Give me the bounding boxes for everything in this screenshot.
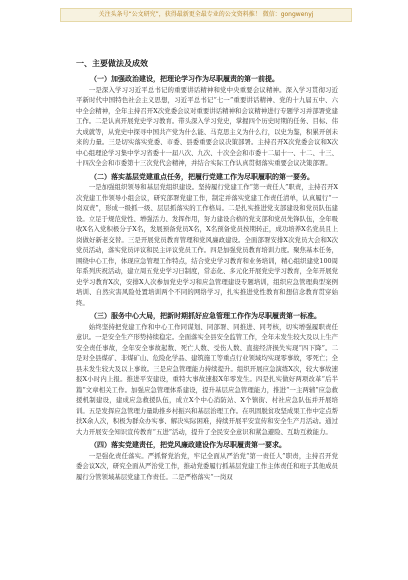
promo-banner[interactable]: [60, 8, 352, 22]
section-title: 一、主要做法及成效: [76, 58, 148, 68]
subsection-paragraph: 一是深入学习习近平总书记的重要讲话精神和党中央重要会议精神。深入学习贯彻习近平新时代中国特色社会主义思想，习近平总书记“七一”重要讲话精神、党的十九届五中、六中全会精神，全年主持召开X次党委会议对重要讲话精神和会议精神进行专题学习并部署党建工作。二是认真开展党史学习教育。带头深入学习党史，掌握四个历史时期的任务、目标、伟大成就等，从党史中探寻中国共产党为什么能、马克思主义为什么行，以史为鉴，积累开创未来的力量。三是切实落实党委、市委、县委重要会议决策部署。主持召开X次党委会议和X次中心组理论学习集中学习省委十一届八次、九次、十次全会和市委十二届十一、十二、十三、十四次全会和市委第十三次党代会精神，并结合实际工作认真贯彻落实重要会议决策部署。: [76, 85, 338, 167]
document-body: [76, 58, 338, 485]
subsection-heading: （四）落实党建责任，把党风廉政建设作为尽职履责第一要求。: [90, 440, 286, 449]
subsection-heading: （一）加强政治建设，把理论学习作为尽职履责的第一前提。: [90, 74, 279, 83]
subsection-paragraph: 始终坚持把党建工作和中心工作同谋划、同部署、同推进、同考核，切实增强履职责任意识。一是安全生产形势持续稳定。全面落实全县安全监管工作，全年未发生较大及以上生产安全责任事故，全年安全事故起数、死亡人数、受伤人数、直接经济损失实现“四下降”。二是对全县煤矿、非煤矿山、危险化学品、建筑施工等重点行业领域均实现零事故，零死亡；全县未发生较大及以上事故。三是应急管理能力持续提升。组织开展应急演练X次，较大事故速报X小时内上报。推进平安建设，重特大事故速报X年零发生。四是扎实做好两项改革“后半篇”文章相关工作。加强应急管理体系建设，提升基层应急管理能力，推进“一主两辅”应急救援机制建设，建成应急救援队伍，成立X个中心消防站、X个镇街、村社应急队伍并开展培训。五是发挥应急管理力量助推乡村振兴和基层治理工作。在巩固脱贫攻坚成果工作中定点帮扶X余人次，积极为群众办实事、解决实际困难，持续开展平安宣传和安全生产月活动。通过大力开展安全知识宣传教育“五进”活动，提升了全民安全意识和紧急避险、互助互救能力。: [76, 322, 338, 436]
subsection-1: [76, 74, 338, 169]
subsection-paragraph: 一是加强组织领导和基层党组织建设。坚持履行党建工作“第一责任人”职责，主持召开X次党建工作领导小组会议，研究部署党建工作，制定并落实党建工作责任清单，认真履行“一岗双责”，形成一级抓一级、层层抓落实的工作格局。二是扎实推进党支部建设和党员队伍建设。立足于规范党性、增强活力、发挥作用，努力建设合格的党支部和党员先锋队伍，全年吸收X名入党积极分子X名，发展预备党员X名，X名预备党员按期转正，成功培养X名党员且上岗做好新老交替。三是开展党员教育管理和党风廉政建设。全面部署安排X次党员大会和X次党员活动，落实党员评议和民主评议党员工作。四是加强党员教育培训力度。聚焦基本任务，围绕中心工作，体现应急管理工作特点，结合党史学习教育和业务培训，精心组织建党100周年系列庆祝活动，建立周五党史学习日制度，常态化、多元化开展党史学习教育，全年开展党史学习教育X次，安排X人次参加党史学习和应急管理建设专题培训，组织应急管理典型案例培训、自然灾害风险处置培训两个不同的网络学习，扎实推进党性教育和想信念教育贯穿始终。: [76, 183, 338, 307]
promo-banner-text: 关注头条号“公文研究”，获得最新更全最专业的公文资料推！ 微信：gongwenyj: [98, 11, 314, 18]
subsection-heading: （三）服务中心大局，把新时期抓好应急管理工作作为尽职履责第一标准。: [90, 311, 321, 320]
subsection-heading: （二）落实基层党建重点任务，把履行党建工作为尽职履职的第一要务。: [90, 171, 314, 181]
subsection-paragraph: 一是强化责任落实。严抓督党治党，牢记全面从严治党“第一责任人”职责，主持召开党委会议X次，研究全面从严治党工作，推动党委履行抓基层党建工作主体责任和班子其他成员履行分管领域基层党建工作责任。二是严格落实“一岗双: [76, 451, 338, 481]
subsection-2: [76, 172, 338, 309]
subsection-4: [76, 440, 338, 482]
subsection-3: [76, 311, 338, 437]
